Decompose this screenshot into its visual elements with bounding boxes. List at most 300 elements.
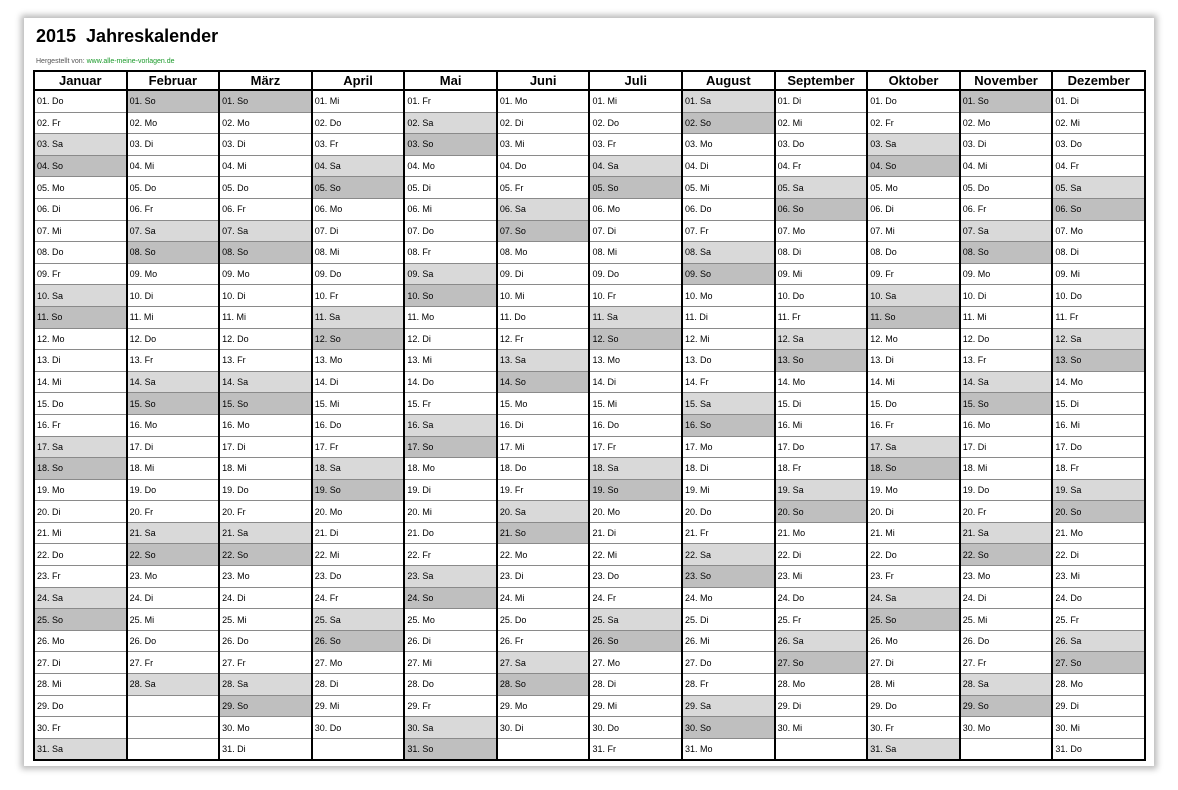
day-cell: 15. Mi — [589, 393, 682, 415]
day-cell: 28. Sa — [219, 674, 312, 696]
credit-link[interactable]: www.alle-meine-vorlagen.de — [86, 58, 175, 65]
day-cell: 09. Sa — [404, 263, 497, 285]
day-cell: 24. Di — [219, 587, 312, 609]
month-header-1: Januar — [34, 71, 127, 90]
day-cell: 29. Mo — [497, 695, 590, 717]
day-row — [34, 544, 1145, 566]
month-header-5: Mai — [404, 71, 497, 90]
day-row — [34, 566, 1145, 588]
day-cell: 31. Di — [219, 738, 312, 760]
day-cell: 04. Mi — [219, 155, 312, 177]
day-cell: 28. Di — [589, 674, 682, 696]
credit-line — [36, 58, 175, 65]
day-cell: 15. Do — [34, 393, 127, 415]
day-cell: 15. So — [960, 393, 1053, 415]
day-row — [34, 522, 1145, 544]
day-cell: 28. Sa — [127, 674, 220, 696]
empty-cell — [127, 717, 220, 739]
day-cell: 14. Mi — [867, 371, 960, 393]
year-calendar-table — [33, 70, 1146, 761]
day-cell: 11. Fr — [775, 306, 868, 328]
day-cell: 04. Di — [682, 155, 775, 177]
day-cell: 13. Di — [867, 350, 960, 372]
day-cell: 27. Di — [34, 652, 127, 674]
day-cell: 26. Do — [127, 630, 220, 652]
day-cell: 09. Do — [589, 263, 682, 285]
day-cell: 27. Fr — [219, 652, 312, 674]
day-cell: 01. So — [219, 90, 312, 112]
day-cell: 14. Mo — [1052, 371, 1145, 393]
day-cell: 05. Sa — [1052, 177, 1145, 199]
day-cell: 19. Di — [404, 479, 497, 501]
day-cell: 19. So — [312, 479, 405, 501]
day-cell: 30. So — [682, 717, 775, 739]
day-row — [34, 112, 1145, 134]
day-cell: 07. Di — [312, 220, 405, 242]
day-cell: 29. Di — [1052, 695, 1145, 717]
day-cell: 10. Sa — [867, 285, 960, 307]
month-header-12: Dezember — [1052, 71, 1145, 90]
day-cell: 11. Mi — [219, 306, 312, 328]
day-cell: 12. Sa — [1052, 328, 1145, 350]
day-cell: 07. Sa — [219, 220, 312, 242]
day-cell: 08. So — [219, 242, 312, 264]
day-cell: 27. Do — [682, 652, 775, 674]
day-cell: 05. Do — [127, 177, 220, 199]
day-cell: 01. Mo — [497, 90, 590, 112]
day-cell: 05. Mo — [34, 177, 127, 199]
day-cell: 30. Mo — [960, 717, 1053, 739]
calendar-sheet — [24, 18, 1154, 766]
day-cell: 21. Sa — [219, 522, 312, 544]
day-cell: 20. Di — [34, 501, 127, 523]
day-cell: 10. Di — [960, 285, 1053, 307]
day-cell: 10. Sa — [34, 285, 127, 307]
day-cell: 04. Do — [497, 155, 590, 177]
day-cell: 26. Mo — [34, 630, 127, 652]
empty-cell — [775, 738, 868, 760]
day-cell: 16. So — [682, 414, 775, 436]
day-cell: 25. Fr — [1052, 609, 1145, 631]
day-cell: 24. Do — [775, 587, 868, 609]
day-cell: 25. Di — [682, 609, 775, 631]
day-cell: 02. Mo — [127, 112, 220, 134]
month-header-row — [34, 71, 1145, 90]
day-cell: 25. So — [34, 609, 127, 631]
day-cell: 09. Mo — [127, 263, 220, 285]
day-cell: 16. Do — [589, 414, 682, 436]
day-cell: 31. Do — [1052, 738, 1145, 760]
day-cell: 30. Fr — [34, 717, 127, 739]
day-cell: 22. Mi — [589, 544, 682, 566]
day-cell: 10. Di — [127, 285, 220, 307]
day-cell: 01. Fr — [404, 90, 497, 112]
day-row — [34, 458, 1145, 480]
day-cell: 20. Mo — [589, 501, 682, 523]
day-cell: 06. Mi — [404, 198, 497, 220]
day-cell: 05. Sa — [775, 177, 868, 199]
day-cell: 03. So — [404, 134, 497, 156]
day-row — [34, 674, 1145, 696]
day-cell: 27. Sa — [497, 652, 590, 674]
day-cell: 22. Di — [1052, 544, 1145, 566]
day-cell: 05. So — [312, 177, 405, 199]
day-cell: 26. Mo — [867, 630, 960, 652]
day-cell: 15. Do — [867, 393, 960, 415]
day-cell: 19. Sa — [775, 479, 868, 501]
day-cell: 22. Mo — [497, 544, 590, 566]
day-cell: 01. Di — [1052, 90, 1145, 112]
day-cell: 17. Sa — [867, 436, 960, 458]
day-cell: 18. Mi — [127, 458, 220, 480]
day-cell: 02. Mi — [775, 112, 868, 134]
day-cell: 30. Fr — [867, 717, 960, 739]
day-cell: 21. Sa — [960, 522, 1053, 544]
day-cell: 07. Do — [404, 220, 497, 242]
day-cell: 14. So — [497, 371, 590, 393]
day-cell: 18. Mi — [219, 458, 312, 480]
day-cell: 08. Do — [867, 242, 960, 264]
day-cell: 08. Di — [775, 242, 868, 264]
day-cell: 24. Di — [127, 587, 220, 609]
day-cell: 11. Di — [682, 306, 775, 328]
day-row — [34, 220, 1145, 242]
day-cell: 28. Mo — [1052, 674, 1145, 696]
day-cell: 29. Mi — [312, 695, 405, 717]
day-cell: 31. So — [404, 738, 497, 760]
day-row — [34, 393, 1145, 415]
day-cell: 29. Do — [867, 695, 960, 717]
day-cell: 17. Di — [127, 436, 220, 458]
day-cell: 16. Mo — [127, 414, 220, 436]
day-cell: 13. Mo — [312, 350, 405, 372]
day-cell: 20. So — [775, 501, 868, 523]
day-cell: 05. Do — [219, 177, 312, 199]
day-cell: 17. Mi — [497, 436, 590, 458]
day-cell: 18. Mo — [404, 458, 497, 480]
day-cell: 18. Sa — [312, 458, 405, 480]
day-cell: 11. So — [34, 306, 127, 328]
day-cell: 16. Mo — [219, 414, 312, 436]
day-cell: 11. So — [867, 306, 960, 328]
day-row — [34, 263, 1145, 285]
day-cell: 15. So — [219, 393, 312, 415]
day-cell: 11. Do — [497, 306, 590, 328]
day-cell: 08. Do — [34, 242, 127, 264]
day-cell: 21. Di — [589, 522, 682, 544]
day-cell: 08. Mi — [589, 242, 682, 264]
day-row — [34, 198, 1145, 220]
day-cell: 20. Sa — [497, 501, 590, 523]
day-cell: 17. Di — [960, 436, 1053, 458]
day-cell: 18. So — [34, 458, 127, 480]
day-cell: 17. So — [404, 436, 497, 458]
day-row — [34, 695, 1145, 717]
day-cell: 02. Mo — [219, 112, 312, 134]
month-header-2: Februar — [127, 71, 220, 90]
day-cell: 25. Sa — [589, 609, 682, 631]
day-cell: 23. Sa — [404, 566, 497, 588]
day-cell: 22. Do — [34, 544, 127, 566]
day-cell: 19. Mo — [867, 479, 960, 501]
day-cell: 15. Di — [1052, 393, 1145, 415]
day-cell: 07. Sa — [960, 220, 1053, 242]
day-cell: 17. Di — [219, 436, 312, 458]
day-cell: 11. Mo — [404, 306, 497, 328]
day-cell: 26. Do — [219, 630, 312, 652]
day-cell: 25. Sa — [312, 609, 405, 631]
day-row — [34, 717, 1145, 739]
day-cell: 07. Mo — [775, 220, 868, 242]
day-cell: 04. So — [34, 155, 127, 177]
day-cell: 18. Mi — [960, 458, 1053, 480]
day-cell: 09. Fr — [34, 263, 127, 285]
day-cell: 24. Sa — [34, 587, 127, 609]
day-cell: 11. Fr — [1052, 306, 1145, 328]
day-cell: 31. Mo — [682, 738, 775, 760]
day-cell: 15. So — [127, 393, 220, 415]
day-cell: 22. Sa — [682, 544, 775, 566]
day-cell: 18. Fr — [1052, 458, 1145, 480]
credit-prefix: Hergestellt von: — [36, 58, 87, 65]
day-cell: 09. Di — [497, 263, 590, 285]
day-cell: 03. Di — [960, 134, 1053, 156]
day-cell: 06. Di — [867, 198, 960, 220]
day-cell: 22. So — [219, 544, 312, 566]
day-cell: 18. Fr — [775, 458, 868, 480]
day-cell: 30. Di — [497, 717, 590, 739]
month-header-3: März — [219, 71, 312, 90]
day-cell: 25. Mi — [960, 609, 1053, 631]
day-cell: 21. Fr — [682, 522, 775, 544]
day-cell: 15. Mi — [312, 393, 405, 415]
day-cell: 10. Do — [1052, 285, 1145, 307]
day-cell: 10. Mo — [682, 285, 775, 307]
day-cell: 26. So — [312, 630, 405, 652]
day-cell: 03. Fr — [312, 134, 405, 156]
day-cell: 15. Sa — [682, 393, 775, 415]
day-row — [34, 285, 1145, 307]
day-cell: 13. Sa — [497, 350, 590, 372]
day-cell: 18. So — [867, 458, 960, 480]
day-cell: 22. Do — [867, 544, 960, 566]
day-cell: 25. Mo — [404, 609, 497, 631]
day-cell: 25. Do — [497, 609, 590, 631]
day-cell: 04. So — [867, 155, 960, 177]
day-cell: 28. So — [497, 674, 590, 696]
day-cell: 13. Fr — [127, 350, 220, 372]
day-cell: 06. Mo — [312, 198, 405, 220]
day-cell: 12. Mo — [34, 328, 127, 350]
day-cell: 19. Fr — [497, 479, 590, 501]
day-cell: 08. So — [127, 242, 220, 264]
day-cell: 06. Mo — [589, 198, 682, 220]
day-cell: 23. Fr — [34, 566, 127, 588]
day-cell: 07. Mo — [1052, 220, 1145, 242]
day-cell: 06. Fr — [960, 198, 1053, 220]
day-cell: 01. Do — [867, 90, 960, 112]
day-cell: 09. Mo — [219, 263, 312, 285]
day-cell: 31. Fr — [589, 738, 682, 760]
day-cell: 26. Mi — [682, 630, 775, 652]
day-cell: 12. Do — [960, 328, 1053, 350]
day-cell: 10. Di — [219, 285, 312, 307]
day-cell: 05. So — [589, 177, 682, 199]
day-cell: 02. Di — [497, 112, 590, 134]
day-cell: 28. Mo — [775, 674, 868, 696]
day-cell: 14. Mo — [775, 371, 868, 393]
day-cell: 24. Mi — [497, 587, 590, 609]
day-cell: 19. Sa — [1052, 479, 1145, 501]
empty-cell — [127, 738, 220, 760]
day-cell: 29. So — [960, 695, 1053, 717]
day-cell: 21. Do — [404, 522, 497, 544]
day-cell: 21. So — [497, 522, 590, 544]
day-cell: 03. Di — [127, 134, 220, 156]
day-cell: 24. Fr — [312, 587, 405, 609]
day-cell: 16. Fr — [34, 414, 127, 436]
day-cell: 21. Mo — [775, 522, 868, 544]
day-cell: 17. Sa — [34, 436, 127, 458]
day-cell: 23. Do — [589, 566, 682, 588]
day-cell: 09. Mi — [1052, 263, 1145, 285]
day-row — [34, 479, 1145, 501]
day-cell: 21. Sa — [127, 522, 220, 544]
day-cell: 16. Mi — [775, 414, 868, 436]
day-cell: 07. Di — [589, 220, 682, 242]
month-header-11: November — [960, 71, 1053, 90]
day-cell: 11. Sa — [589, 306, 682, 328]
day-cell: 19. Mi — [682, 479, 775, 501]
day-cell: 02. Fr — [867, 112, 960, 134]
day-cell: 09. Fr — [867, 263, 960, 285]
day-cell: 30. Sa — [404, 717, 497, 739]
day-cell: 14. Di — [589, 371, 682, 393]
day-cell: 12. Do — [127, 328, 220, 350]
day-cell: 27. So — [1052, 652, 1145, 674]
day-cell: 17. Do — [775, 436, 868, 458]
day-cell: 23. Mo — [219, 566, 312, 588]
day-cell: 23. Di — [497, 566, 590, 588]
day-cell: 09. So — [682, 263, 775, 285]
day-cell: 30. Do — [312, 717, 405, 739]
day-cell: 03. Do — [775, 134, 868, 156]
day-cell: 13. Di — [34, 350, 127, 372]
day-cell: 24. So — [404, 587, 497, 609]
day-cell: 28. Mi — [867, 674, 960, 696]
day-cell: 02. Fr — [34, 112, 127, 134]
day-cell: 14. Mi — [34, 371, 127, 393]
day-cell: 03. Fr — [589, 134, 682, 156]
day-cell: 30. Mi — [1052, 717, 1145, 739]
day-cell: 30. Mo — [219, 717, 312, 739]
day-cell: 08. Mi — [312, 242, 405, 264]
day-cell: 01. Di — [775, 90, 868, 112]
day-cell: 20. Mo — [312, 501, 405, 523]
day-cell: 16. Sa — [404, 414, 497, 436]
day-cell: 17. Do — [1052, 436, 1145, 458]
day-cell: 04. Sa — [589, 155, 682, 177]
day-cell: 29. Fr — [404, 695, 497, 717]
day-cell: 07. Mi — [867, 220, 960, 242]
day-cell: 14. Fr — [682, 371, 775, 393]
day-cell: 16. Fr — [867, 414, 960, 436]
day-cell: 07. Fr — [682, 220, 775, 242]
day-row — [34, 414, 1145, 436]
day-cell: 23. Mi — [775, 566, 868, 588]
calendar-body — [34, 90, 1145, 760]
day-cell: 03. Di — [219, 134, 312, 156]
day-cell: 06. Di — [34, 198, 127, 220]
day-cell: 20. Fr — [127, 501, 220, 523]
day-row — [34, 306, 1145, 328]
day-cell: 10. Do — [775, 285, 868, 307]
day-cell: 01. Mi — [312, 90, 405, 112]
day-cell: 05. Do — [960, 177, 1053, 199]
day-row — [34, 90, 1145, 112]
month-header-10: Oktober — [867, 71, 960, 90]
day-cell: 29. Di — [775, 695, 868, 717]
day-cell: 11. Mi — [127, 306, 220, 328]
day-cell: 02. Do — [312, 112, 405, 134]
day-cell: 04. Mo — [404, 155, 497, 177]
day-cell: 28. Di — [312, 674, 405, 696]
day-cell: 19. Mo — [34, 479, 127, 501]
day-cell: 01. Do — [34, 90, 127, 112]
day-cell: 15. Di — [775, 393, 868, 415]
day-cell: 27. So — [775, 652, 868, 674]
day-cell: 18. Sa — [589, 458, 682, 480]
day-cell: 20. Fr — [960, 501, 1053, 523]
month-header-4: April — [312, 71, 405, 90]
month-header-7: Juli — [589, 71, 682, 90]
day-cell: 11. Mi — [960, 306, 1053, 328]
day-cell: 06. Fr — [219, 198, 312, 220]
day-cell: 15. Mo — [497, 393, 590, 415]
day-cell: 04. Mi — [127, 155, 220, 177]
day-cell: 23. Mo — [127, 566, 220, 588]
day-cell: 02. So — [682, 112, 775, 134]
empty-cell — [497, 738, 590, 760]
day-cell: 14. Do — [404, 371, 497, 393]
day-cell: 29. Mi — [589, 695, 682, 717]
empty-cell — [960, 738, 1053, 760]
day-cell: 19. Do — [960, 479, 1053, 501]
day-cell: 25. Fr — [775, 609, 868, 631]
day-cell: 01. Sa — [682, 90, 775, 112]
day-cell: 07. Sa — [127, 220, 220, 242]
day-cell: 03. Sa — [34, 134, 127, 156]
day-cell: 21. Mi — [34, 522, 127, 544]
day-cell: 23. Mi — [1052, 566, 1145, 588]
day-cell: 19. Do — [127, 479, 220, 501]
day-cell: 23. So — [682, 566, 775, 588]
day-cell: 06. So — [775, 198, 868, 220]
day-cell: 28. Fr — [682, 674, 775, 696]
day-cell: 11. Sa — [312, 306, 405, 328]
day-cell: 16. Do — [312, 414, 405, 436]
day-cell: 13. Mo — [589, 350, 682, 372]
day-cell: 16. Di — [497, 414, 590, 436]
day-cell: 20. So — [1052, 501, 1145, 523]
day-cell: 28. Mi — [34, 674, 127, 696]
day-cell: 12. Do — [219, 328, 312, 350]
day-cell: 27. Di — [867, 652, 960, 674]
day-cell: 04. Fr — [1052, 155, 1145, 177]
day-cell: 16. Mi — [1052, 414, 1145, 436]
day-cell: 13. Fr — [960, 350, 1053, 372]
day-cell: 06. Do — [682, 198, 775, 220]
